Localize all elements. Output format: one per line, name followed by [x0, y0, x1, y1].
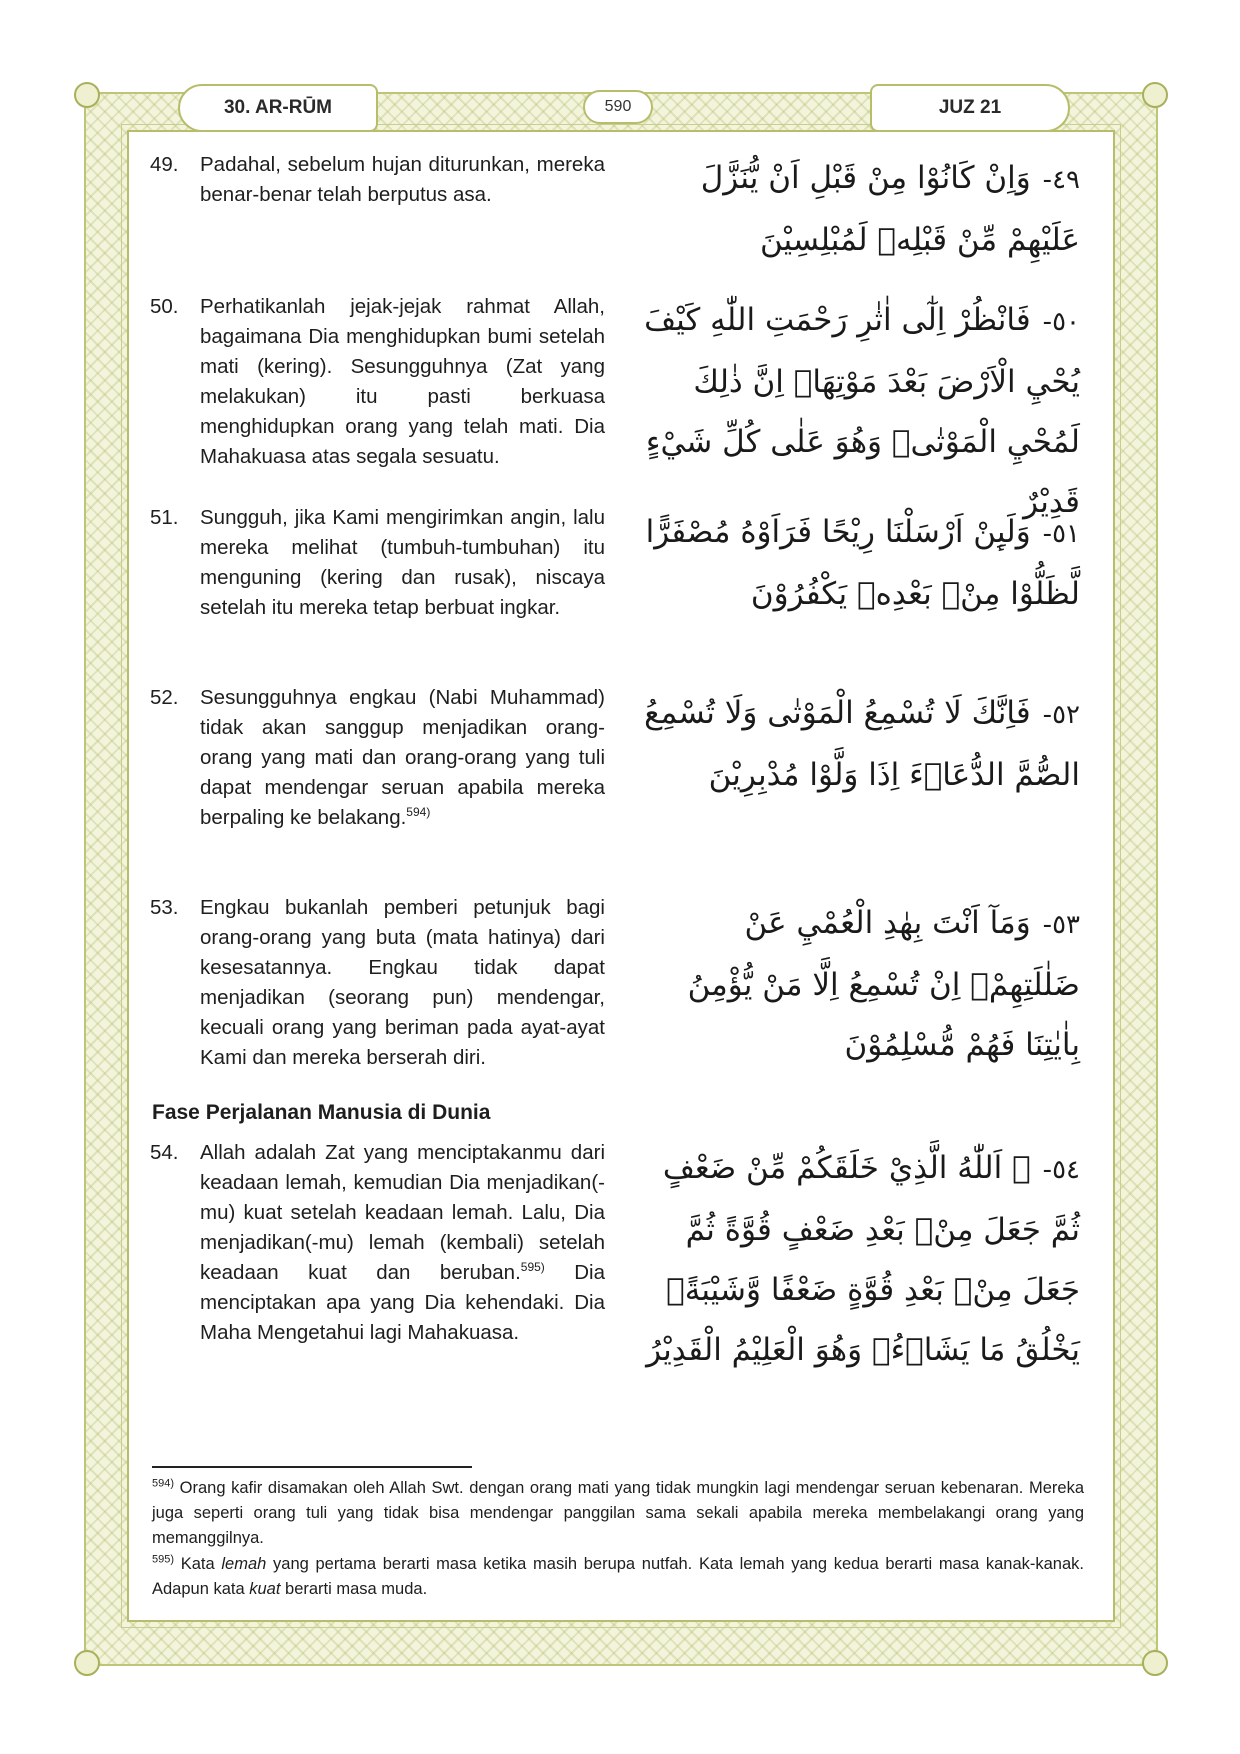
arabic-verse-number: ٥١- — [1042, 519, 1080, 549]
arabic-verse-number: ٤٩- — [1042, 165, 1080, 195]
verse-arabic-52 — [630, 683, 1080, 805]
corner-ornament-icon — [74, 82, 100, 108]
arabic-text: وَاِنْ كَانُوْا مِنْ قَبْلِ اَنْ يُّنَزَّلَ عَلَيْهِمْ مِّنْ قَبْلِهٖ لَمُبْلِسِيْنَ — [700, 160, 1080, 258]
footnote-text: yang pertama berarti masa ketika masih berupa nutfah. Kata lemah yang kedua berarti masa kanak-kanak. Adapun kata — [152, 1555, 1084, 1598]
footnote-emphasis: lemah — [221, 1555, 267, 1573]
verse-number: 52. — [150, 686, 179, 709]
footnote-number: 595) — [152, 1553, 175, 1566]
verse-arabic-50 — [630, 290, 1080, 532]
verse-translation-52 — [150, 683, 605, 833]
verse-translation-53 — [150, 893, 605, 1073]
footnote-number: 594) — [152, 1477, 175, 1490]
footnote-emphasis: kuat — [249, 1580, 281, 1598]
section-heading: Fase Perjalanan Manusia di Dunia — [152, 1101, 491, 1124]
footnote-text: Orang kafir disamakan oleh Allah Swt. dengan orang mati yang tidak mungkin lagi mendengar seruan kebenaran. Mereka juga seperti orang tuli yang tidak bisa mendengar panggilan sama sekali apabila mereka membelakangi orang yang memanggilnya. — [152, 1479, 1084, 1547]
footnote-ref[interactable]: 595) — [520, 1260, 545, 1275]
arabic-text: فَانْظُرْ اِلٰٓى اٰثٰرِ رَحْمَتِ اللّٰهِ كَيْفَ يُحْيِ الْاَرْضَ بَعْدَ مَوْتِهَاۗ اِنَّ ذٰلِكَ لَمُحْيِ الْمَوْتٰىۚ وَهُوَ عَلٰى كُلِّ شَيْءٍ قَدِيْرٌ — [644, 302, 1080, 520]
verse-text: Allah adalah Zat yang menciptakanmu dari keadaan lemah, kemudian Dia menjadikan(-mu) kuat setelah keadaan lemah. Lalu, Dia menjadikan(-mu) lemah (kembali) setelah keadaan kuat dan beruban. — [200, 1141, 605, 1284]
arabic-verse-number: ٥٣- — [1042, 910, 1080, 940]
juz-label: JUZ 21 — [870, 84, 1070, 132]
footnote-text: berarti masa muda. — [280, 1580, 428, 1598]
verse-number: 54. — [150, 1141, 179, 1164]
arabic-verse-number: ٥٤- — [1042, 1155, 1080, 1185]
verse-text: Perhatikanlah jejak-jejak rahmat Allah, bagaimana Dia menghidupkan bumi setelah mati (kering). Sesungguhnya (Zat yang melakukan) itu pasti berkuasa menghidupkan orang yang telah mati. Dia Mahakuasa atas segala sesuatu. — [200, 295, 605, 468]
arabic-verse-number: ٥٠- — [1042, 307, 1080, 337]
verse-text: Padahal, sebelum hujan diturunkan, mereka benar-benar telah berputus asa. — [200, 153, 605, 206]
verse-text: Sungguh, jika Kami mengirimkan angin, lalu mereka melihat (tumbuh-tumbuhan) itu menguning (kering dan rusak), niscaya setelah itu mereka tetap berbuat ingkar. — [200, 506, 605, 619]
verse-text: Sesungguhnya engkau (Nabi Muhammad) tidak akan sanggup menjadikan orang-orang yang mati dan orang-orang yang tuli dapat mendengar seruan apabila mereka berpaling ke belakang. — [200, 686, 605, 829]
corner-ornament-icon — [1142, 82, 1168, 108]
verse-number: 50. — [150, 295, 179, 318]
verse-arabic-54 — [630, 1138, 1080, 1380]
verse-translation-51 — [150, 503, 605, 623]
arabic-verse-number: ٥٢- — [1042, 700, 1080, 730]
arabic-text: ۞ اَللّٰهُ الَّذِيْ خَلَقَكُمْ مِّنْ ضَعْفٍ ثُمَّ جَعَلَ مِنْۢ بَعْدِ ضَعْفٍ قُوَّةً ثُمَّ جَعَلَ مِنْۢ بَعْدِ قُوَّةٍ ضَعْفًا وَّشَيْبَةًۗ يَخْلُقُ مَا يَشَاۤءُۚ وَهُوَ الْعَلِيْمُ الْقَدِيْرُ — [646, 1150, 1080, 1368]
page-number: 590 — [583, 90, 653, 124]
verse-text-continued: Dia menciptakan apa yang Dia kehendaki. Dia Maha Mengetahui lagi Mahakuasa. — [200, 1261, 605, 1344]
verse-arabic-53 — [630, 893, 1080, 1075]
corner-ornament-icon — [1142, 1650, 1168, 1676]
footnote-595 — [152, 1552, 1084, 1602]
arabic-text: فَاِنَّكَ لَا تُسْمِعُ الْمَوْتٰى وَلَا تُسْمِعُ الصُّمَّ الدُّعَاۤءَ اِذَا وَلَّوْا مُدْبِرِيْنَ — [644, 695, 1080, 793]
footnote-text: Kata — [174, 1555, 222, 1573]
arabic-text: وَلَىِٕنْ اَرْسَلْنَا رِيْحًا فَرَاَوْهُ مُصْفَرًّا لَّظَلُّوْا مِنْۢ بَعْدِهٖ يَكْفُرُوْنَ — [645, 514, 1080, 612]
corner-ornament-icon — [74, 1650, 100, 1676]
verse-translation-49 — [150, 150, 605, 210]
arabic-text: وَمَآ اَنْتَ بِهٰدِ الْعُمْيِ عَنْ ضَلٰلَتِهِمْۗ اِنْ تُسْمِعُ اِلَّا مَنْ يُّؤْمِنُ بِاٰيٰتِنَا فَهُمْ مُّسْلِمُوْنَ — [687, 905, 1080, 1063]
verse-number: 49. — [150, 153, 179, 176]
surah-title: 30. AR-RŪM — [178, 84, 378, 132]
verse-text: Engkau bukanlah pemberi petunjuk bagi orang-orang yang buta (mata hatinya) dari kesesatannya. Engkau tidak dapat menjadikan (seorang pun) mendengar, kecuali orang yang beriman pada ayat-ayat Kami dan mereka berserah diri. — [200, 896, 605, 1069]
verse-translation-54 — [150, 1138, 605, 1348]
footnote-divider — [152, 1466, 472, 1468]
verse-arabic-49 — [630, 148, 1080, 270]
verse-number: 53. — [150, 896, 179, 919]
verse-translation-50 — [150, 292, 605, 472]
verse-number: 51. — [150, 506, 179, 529]
verse-arabic-51 — [630, 502, 1080, 624]
footnote-594 — [152, 1476, 1084, 1551]
footnote-ref[interactable]: 594) — [406, 805, 431, 820]
